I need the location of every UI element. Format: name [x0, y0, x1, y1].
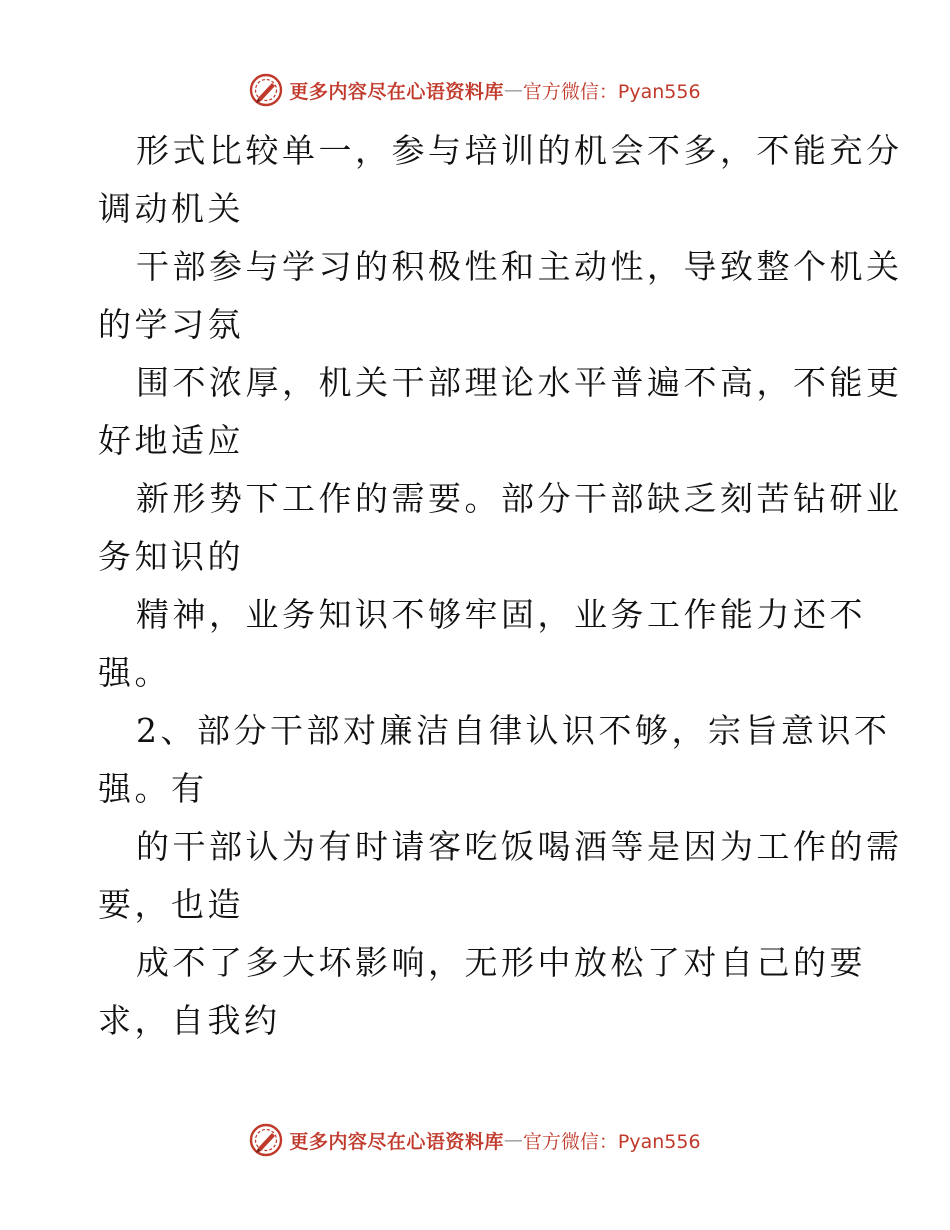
- banner-separator: —: [503, 79, 523, 101]
- body-line: 好地适应: [98, 421, 244, 460]
- body-line: 强。: [98, 653, 171, 692]
- body-line: 围不浓厚，机关干部理论水平普遍不高，不能更: [136, 363, 903, 402]
- body-line: 强。有: [98, 769, 208, 808]
- pen-logo-icon: [249, 1123, 283, 1157]
- body-line: 要，也造: [98, 885, 244, 924]
- body-line: 2、部分干部对廉洁自律认识不够，宗旨意识不: [136, 711, 891, 750]
- header-banner: [0, 72, 950, 108]
- banner-brand-text: 更多内容尽在心语资料库: [289, 80, 504, 103]
- body-line: 成不了多大坏影响，无形中放松了对自己的要: [136, 943, 866, 982]
- pen-logo-icon: [249, 73, 283, 107]
- body-line: 形式比较单一，参与培训的机会不多，不能充分: [136, 131, 903, 170]
- body-line: 调动机关: [98, 189, 244, 228]
- body-line: 务知识的: [98, 537, 244, 576]
- body-line: 求，自我约: [98, 1001, 281, 1040]
- banner-separator: —: [503, 1129, 523, 1151]
- body-line: 干部参与学习的积极性和主动性，导致整个机关: [136, 247, 903, 286]
- banner-contact-text: 官方微信：Pyan556: [522, 80, 701, 103]
- document-body: [98, 122, 903, 1050]
- banner-brand-text: 更多内容尽在心语资料库: [289, 1130, 504, 1153]
- body-line: 精神，业务知识不够牢固，业务工作能力还不: [136, 595, 866, 634]
- footer-banner: [0, 1122, 950, 1158]
- body-line: 新形势下工作的需要。部分干部缺乏刻苦钻研业: [136, 479, 903, 518]
- banner-contact-text: 官方微信：Pyan556: [522, 1130, 701, 1153]
- body-line: 的学习氛: [98, 305, 244, 344]
- body-line: 的干部认为有时请客吃饭喝酒等是因为工作的需: [136, 827, 903, 866]
